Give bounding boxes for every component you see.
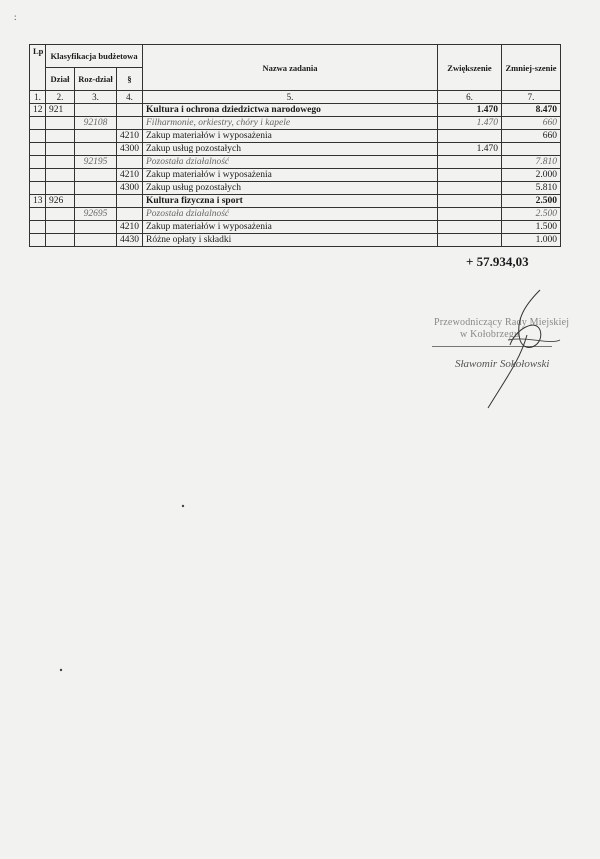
stamp-title: Przewodniczący Rady Miejskiej [434,317,570,328]
row-paragraph: 4300 [117,143,143,156]
signer-name: Sławomir Sokołowski [455,358,550,370]
header-task-name: Nazwa zadania [143,45,438,91]
header-paragraph: § [117,68,143,91]
row-decrease: 2.500 [502,195,561,208]
row-task-name: Różne opłaty i składki [143,234,438,247]
column-number: 7. [502,91,561,104]
grand-total: + 57.934,03 [466,254,529,269]
row-increase: 1.470 [438,117,502,130]
scan-dot [182,505,184,507]
column-number: 6. [438,91,502,104]
row-paragraph: 4210 [117,130,143,143]
row-increase: 1.470 [438,104,502,117]
row-decrease: 660 [502,117,561,130]
row-decrease: 7.810 [502,156,561,169]
row-lp: 13 [30,195,46,208]
row-dzial: 926 [46,195,75,208]
row-task-name: Zakup materiałów i wyposażenia [143,130,438,143]
row-decrease: 2.500 [502,208,561,221]
stamp-location: w Kołobrzegu [460,329,520,340]
row-paragraph: 4210 [117,169,143,182]
row-task-name: Filharmonie, orkiestry, chóry i kapele [143,117,438,130]
column-number: 1. [30,91,46,104]
row-increase: 1.470 [438,143,502,156]
row-paragraph: 4430 [117,234,143,247]
row-decrease: 660 [502,130,561,143]
row-paragraph: 4300 [117,182,143,195]
row-lp: 12 [30,104,46,117]
header-decrease: Zmniej-szenie [502,45,561,91]
row-rozdzial: 92108 [75,117,117,130]
header-rozdzial: Roz-dział [75,68,117,91]
row-decrease: 2.000 [502,169,561,182]
scan-dot [60,669,62,671]
column-number: 3. [75,91,117,104]
row-paragraph: 4210 [117,221,143,234]
row-decrease: 8.470 [502,104,561,117]
row-task-name: Kultura i ochrona dziedzictwa narodowego [143,104,438,117]
row-task-name: Zakup usług pozostałych [143,143,438,156]
header-classification: Klasyfikacja budżetowa [46,45,143,68]
row-decrease: 1.500 [502,221,561,234]
row-task-name: Zakup usług pozostałych [143,182,438,195]
header-increase: Zwiększenie [438,45,502,91]
column-number: 2. [46,91,75,104]
header-dzial: Dział [46,68,75,91]
row-task-name: Zakup materiałów i wyposażenia [143,169,438,182]
row-task-name: Zakup materiałów i wyposażenia [143,221,438,234]
header-lp: Lp [30,45,46,91]
column-number: 5. [143,91,438,104]
row-task-name: Pozostała działalność [143,156,438,169]
row-task-name: Pozostała działalność [143,208,438,221]
scan-corner-mark: : [14,12,17,22]
row-rozdzial: 92695 [75,208,117,221]
row-task-name: Kultura fizyczna i sport [143,195,438,208]
column-number: 4. [117,91,143,104]
row-decrease: 1.000 [502,234,561,247]
row-rozdzial: 92195 [75,156,117,169]
row-dzial: 921 [46,104,75,117]
row-decrease: 5.810 [502,182,561,195]
